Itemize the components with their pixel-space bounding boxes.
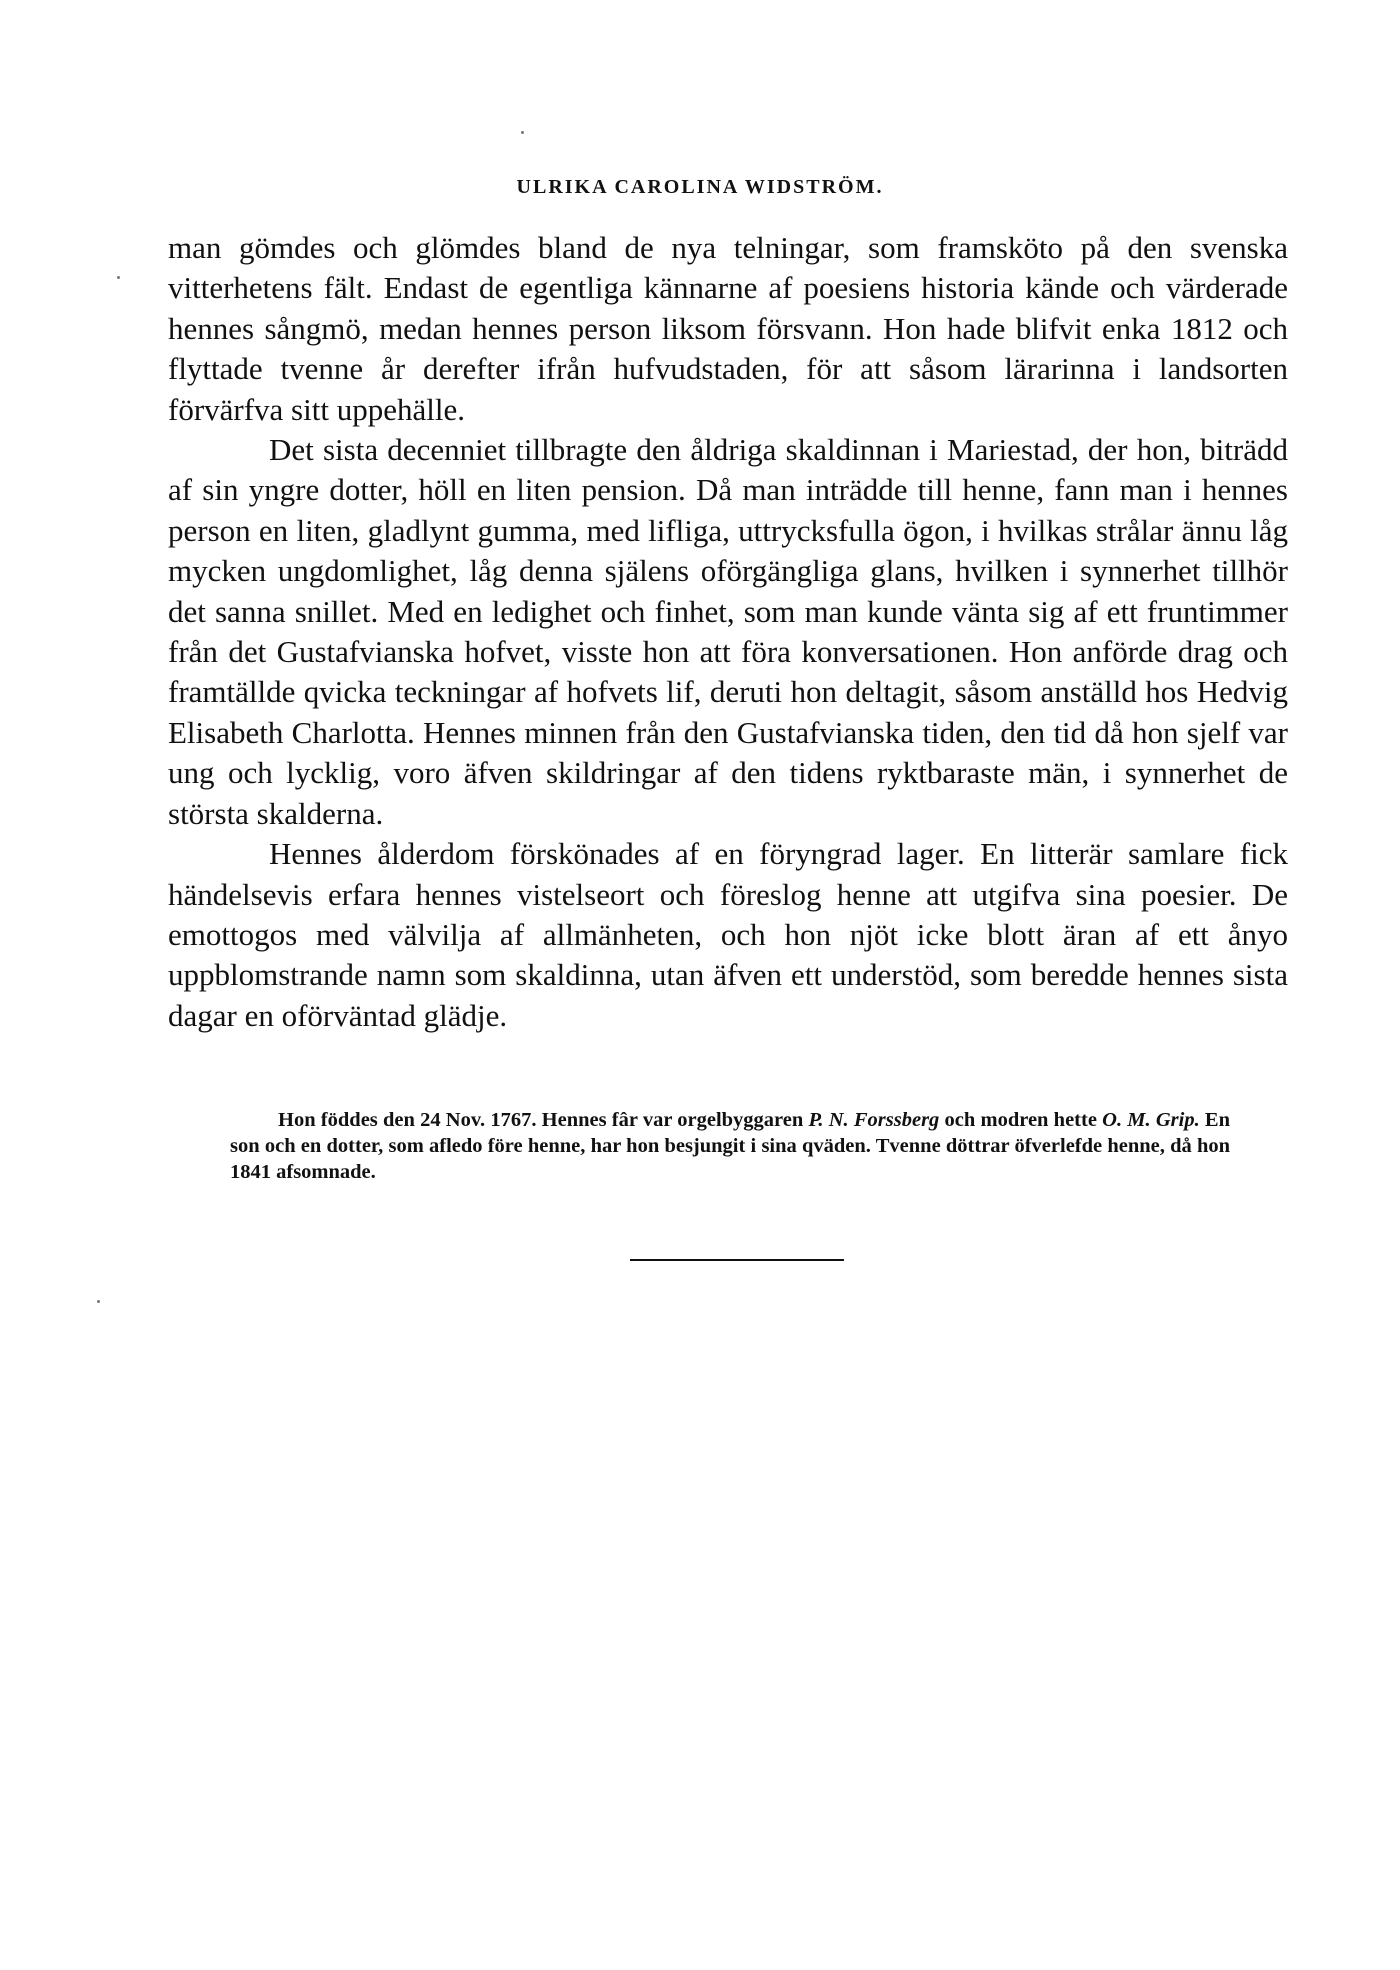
footnote: [230, 1107, 1230, 1185]
mother-name: O. M. Grip.: [1102, 1109, 1200, 1131]
body-text: [168, 228, 1288, 1036]
footnote-part: En son och en dotter, som afledo före henne, har hon besjungit i sina qväden. Tvenne döttrar öfverlefde henne, då hon 1841 afsomnade.: [230, 1109, 1231, 1183]
print-speck: [97, 1300, 100, 1303]
print-speck: [521, 131, 524, 134]
paragraph: man gömdes och glömdes bland de nya telningar, som framsköto på den svenska vitterhetens fält. Endast de egentliga kännarne af poesiens historia kände och värderade hennes sångmö, medan hennes person liksom försvann. Hon hade blifvit enka 1812 och flyttade tvenne år derefter ifrån hufvudstaden, för att såsom lärarinna i landsorten förvärfva sitt uppehälle.: [168, 230, 1288, 427]
footnote-part: och modren hette: [939, 1109, 1103, 1131]
print-speck: [117, 276, 120, 279]
father-name: P. N. Forssberg: [808, 1109, 940, 1131]
footnote-text: [230, 1107, 1230, 1185]
paragraph: Hennes ålderdom förskönades af en föryngrad lager. En litterär samlare fick händelsevis erfara hennes vistelseort och föreslog henne att utgifva sina poesier. De emottogos med välvilja af allmänheten, och hon njöt icke blott äran af ett ånyo uppblomstrande namn som skaldinna, utan äfven ett understöd, som beredde hennes sista dagar en oförväntad glädje.: [168, 836, 1288, 1033]
running-head: ULRIKA CAROLINA WIDSTRÖM.: [516, 176, 884, 198]
closing-rule: [630, 1259, 844, 1261]
paragraph: Det sista decenniet tillbragte den åldriga skaldinnan i Mariestad, der hon, biträdd af sin yngre dotter, höll en liten pension. Då man inträdde till henne, fann man i hennes person en liten, gladlynt gumma, med lifliga, uttrycksfulla ögon, i hvilkas strålar ännu låg mycken ungdomlighet, låg denna själens oförgängliga glans, hvilken i synnerhet tillhör det sanna snillet. Med en ledighet och finhet, som man kunde vänta sig af ett fruntimmer från det Gustafvianska hofvet, visste hon att föra konversationen. Hon anförde drag och framtällde qvicka teckningar af hofvets lif, deruti hon deltagit, såsom anställd hos Hedvig Elisabeth Charlotta. Hennes minnen från den Gustafvianska tiden, den tid då hon sjelf var ung och lycklig, voro äfven skildringar af den tidens ryktbaraste män, i synnerhet de största skalderna.: [168, 432, 1288, 831]
footnote-part: Hon föddes den 24 Nov. 1767. Hennes fâr var orgelbyggaren: [278, 1109, 809, 1131]
